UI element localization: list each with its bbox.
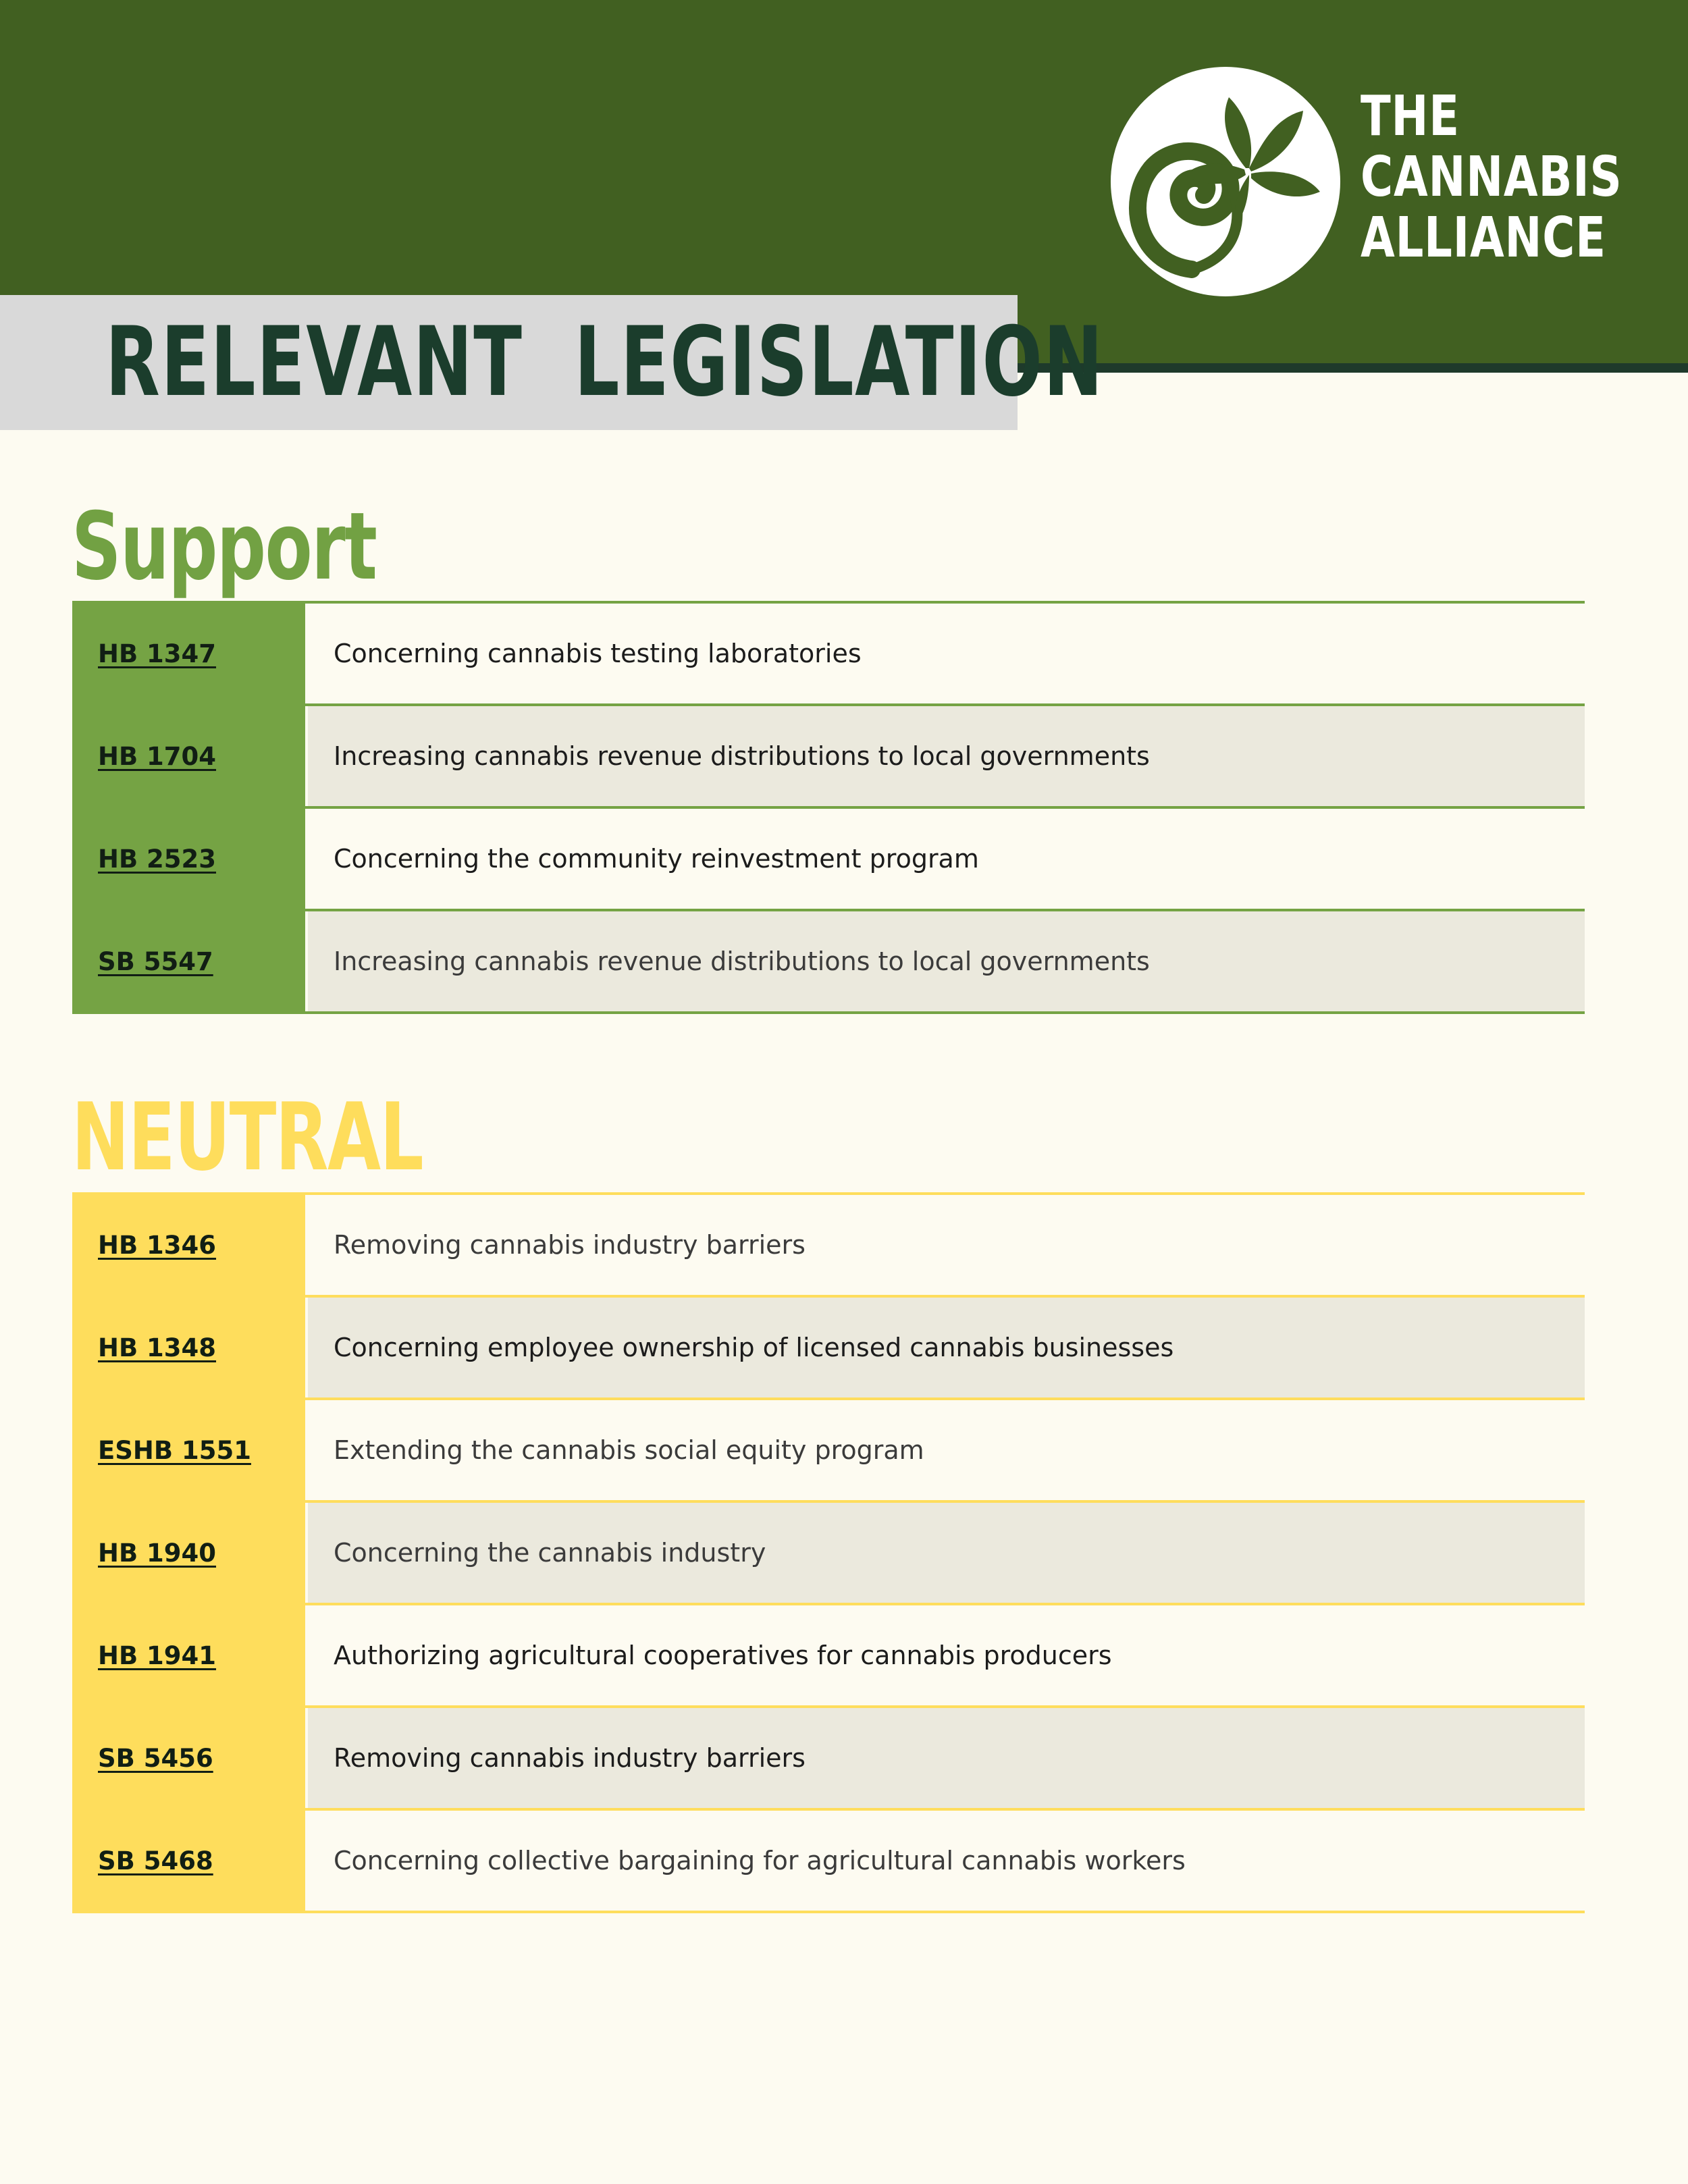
bill-link[interactable]: HB 1940 [98, 1538, 217, 1568]
bill-description: Concerning collective bargaining for agricultural cannabis workers [334, 1846, 1186, 1875]
table-row [72, 1605, 1585, 1708]
table-row [72, 706, 1585, 809]
bill-code-cell [72, 1605, 308, 1705]
bill-code-cell [72, 1503, 308, 1603]
bill-link[interactable]: HB 1704 [98, 741, 217, 771]
table-row [72, 1195, 1585, 1298]
bill-description: Concerning employee ownership of licensed cannabis businesses [308, 1298, 1585, 1397]
bill-code-cell [72, 1400, 308, 1500]
bill-code-cell [72, 706, 308, 806]
brand-wordmark [1361, 86, 1623, 269]
bill-description: Concerning the community reinvestment program [334, 844, 979, 874]
bill-link[interactable]: SB 5547 [98, 947, 213, 976]
table-row [72, 1400, 1585, 1503]
neutral-heading: NEUTRAL [72, 1083, 423, 1192]
bill-link[interactable]: HB 1941 [98, 1641, 217, 1670]
neutral-table [72, 1192, 1585, 1913]
bill-link[interactable]: HB 1346 [98, 1230, 217, 1260]
bill-description: Concerning cannabis testing laboratories [334, 639, 862, 668]
bill-description: Removing cannabis industry barriers [308, 1708, 1585, 1808]
table-row [72, 911, 1585, 1014]
page-title: RELEVANT LEGISLATION [105, 307, 1104, 418]
bill-description: Increasing cannabis revenue distributions to local governments [308, 706, 1585, 806]
brand-line-1: THE [1361, 84, 1460, 149]
bill-code-cell [72, 1708, 308, 1808]
bill-code-cell [72, 1195, 308, 1295]
bill-description: Removing cannabis industry barriers [334, 1230, 806, 1260]
bill-description: Concerning the cannabis industry [308, 1503, 1585, 1603]
bill-code-cell [72, 911, 308, 1011]
leaf-swirl-logo-icon [1111, 67, 1340, 296]
table-row [72, 809, 1585, 911]
support-heading: Support [72, 492, 377, 601]
table-row [72, 1503, 1585, 1605]
header-shadow [1017, 363, 1688, 373]
bill-code-cell [72, 604, 308, 703]
brand-line-2: CANNABIS [1361, 145, 1623, 209]
brand-line-3: ALLIANCE [1361, 206, 1606, 270]
table-row [72, 1708, 1585, 1811]
table-row [72, 1298, 1585, 1400]
bill-code-cell [72, 809, 308, 909]
bill-link[interactable]: HB 1347 [98, 639, 217, 668]
table-row [72, 604, 1585, 706]
support-table [72, 601, 1585, 1014]
bill-link[interactable]: HB 2523 [98, 844, 217, 874]
bill-link[interactable]: HB 1348 [98, 1333, 217, 1362]
bill-code-cell [72, 1811, 308, 1911]
bill-link[interactable]: SB 5456 [98, 1743, 213, 1773]
bill-link[interactable]: ESHB 1551 [98, 1435, 251, 1465]
bill-code-cell [72, 1298, 308, 1397]
bill-description: Extending the cannabis social equity program [334, 1435, 924, 1465]
bill-description: Authorizing agricultural cooperatives for cannabis producers [334, 1641, 1112, 1670]
bill-link[interactable]: SB 5468 [98, 1846, 213, 1875]
table-row [72, 1811, 1585, 1913]
bill-description: Increasing cannabis revenue distributions to local governments [308, 911, 1585, 1011]
